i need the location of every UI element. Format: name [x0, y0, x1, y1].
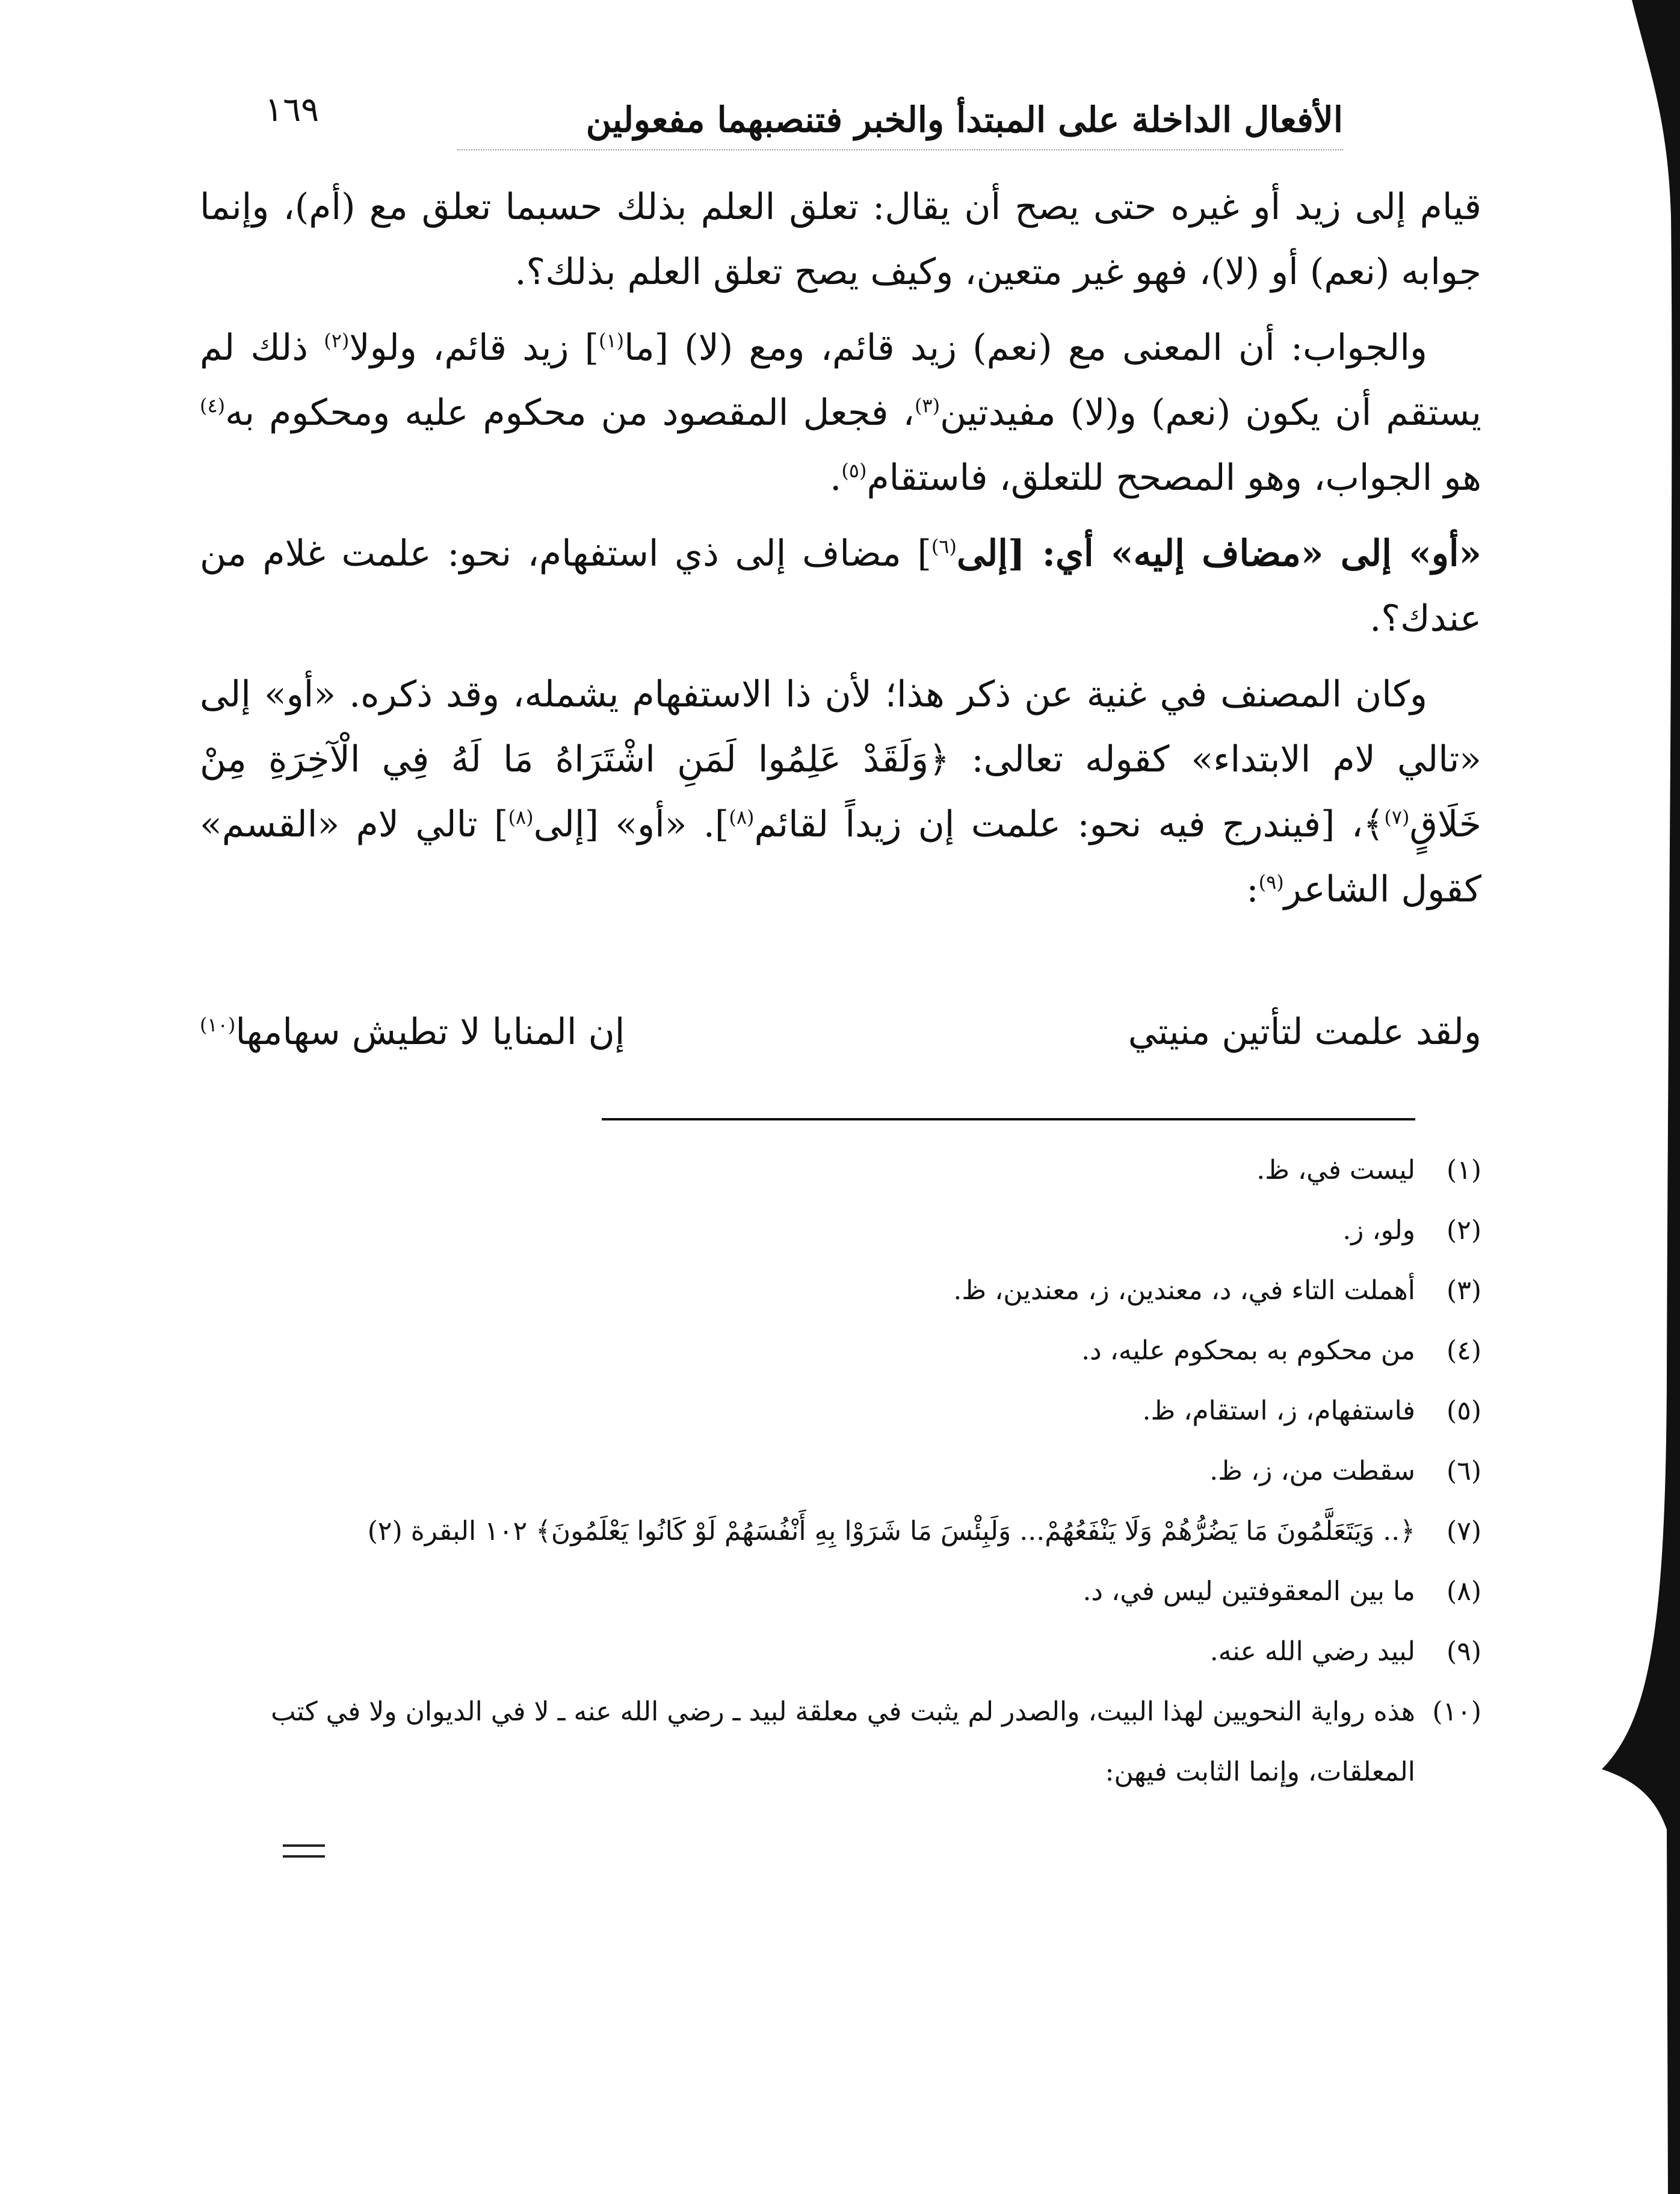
paragraph-text: ذلك لم يستقم أن يكون (نعم) و(لا) مفيدتين: [200, 327, 1482, 434]
footnote-number: (٤): [1447, 1335, 1481, 1366]
footnote-item: [200, 1622, 1481, 1682]
footnotes: [200, 1140, 1481, 1802]
footnote-ref-2[interactable]: (٢): [324, 329, 350, 352]
footnote-ref-8b[interactable]: (٨): [508, 806, 534, 829]
paragraph-text: وكان المصنف في غنية عن ذكر هذا؛ لأن ذا الاستفهام يشمله، وقد ذكره. «أو» إلى «تالي لام الابتداء» كقوله تعالى: ﴿وَلَقَدْ عَلِمُوا لَمَنِ اشْتَرَاهُ مَا لَهُ فِي الْآخِرَةِ مِنْ خَلَاقٍ: [200, 673, 1481, 845]
footnote-text: ليست في، ظ.: [1256, 1155, 1415, 1185]
paragraph-text: هو الجواب، وهو المصحح للتعلق، فاستقام: [866, 457, 1481, 499]
verse-text: إن المنايا لا تطيش سهامها: [235, 1011, 625, 1053]
paragraph-text: قيام إلى زيد أو غيره حتى يصح أن يقال: تعلق العلم بذلك حسبما تعلق مع (أم)، وإنما جوابه (نعم) أو (لا)، فهو غير متعين، وكيف يصح تعلق العلم بذلك؟.: [200, 186, 1481, 293]
footnote-ref-5[interactable]: (٥): [841, 459, 867, 482]
footnote-item: [200, 1201, 1481, 1261]
footnote-number: (١٠): [1432, 1696, 1481, 1727]
footnote-text: فاستفهام، ز، استقام، ظ.: [1142, 1395, 1415, 1426]
paragraph-2: [200, 315, 1481, 510]
footnote-item: [200, 1261, 1481, 1321]
footnote-text: ما بين المعقوفتين ليس في، د.: [1082, 1576, 1415, 1607]
footnote-number: (٨): [1447, 1576, 1481, 1607]
footnote-text: ﴿.. وَيَتَعَلَّمُونَ مَا يَضُرُّهُمْ وَلَا يَنْفَعُهُمْ... وَلَبِئْسَ مَا شَرَوْا بِهِ أَنْفُسَهُمْ لَوْ كَانُوا يَعْلَمُونَ﴾ ١٠٢ البقرة (٢): [367, 1516, 1415, 1547]
footnote-item: [200, 1501, 1481, 1562]
footnote-text: لبيد رضي الله عنه.: [1209, 1636, 1415, 1667]
footnote-text: سقطت من، ز، ظ.: [1209, 1456, 1415, 1486]
footnote-text: أهملت التاء في، د، معندين، ز، معندين، ظ.: [953, 1275, 1415, 1306]
footnote-number: (٦): [1447, 1456, 1481, 1486]
footnote-item: [200, 1140, 1481, 1201]
footnote-item: [200, 1682, 1481, 1802]
paragraph-text: والجواب: أن المعنى مع (نعم) زيد قائم، ومع (لا) [ما: [624, 327, 1427, 369]
footnote-number: (٣): [1447, 1275, 1481, 1306]
footnote-item: [200, 1381, 1481, 1441]
footnote-ref-1[interactable]: (١): [599, 329, 625, 352]
poetry-verse: [200, 1011, 1481, 1053]
page-number: ١٦٩: [265, 90, 320, 129]
footnote-ref-7[interactable]: (٧): [1384, 806, 1410, 829]
paragraph-text: ] زيد قائم، ولولا: [349, 327, 599, 369]
footnote-number: (١): [1447, 1155, 1481, 1185]
footnote-text: من محكوم به بمحكوم عليه، د.: [1081, 1335, 1415, 1366]
paragraph-3: [200, 521, 1481, 651]
footnote-item: [200, 1441, 1481, 1501]
end-mark: [283, 1844, 325, 1858]
footnote-number: (٥): [1447, 1395, 1481, 1426]
paragraph-1: [200, 175, 1481, 304]
paragraph-text: :: [1246, 868, 1259, 910]
verse-first-hemistich: ولقد علمت لتأتين منيتي: [1128, 1011, 1481, 1053]
paragraph-text: ﴾، [فيندرج فيه نحو: علمت إن زيداً لقائم: [754, 803, 1385, 845]
footnote-text: ولو، ز.: [1342, 1215, 1415, 1246]
footnote-ref-4[interactable]: (٤): [200, 394, 226, 417]
footnote-number: (٢): [1447, 1215, 1481, 1246]
paragraph-text: ] تالي لام «القسم» كقول الشاعر: [200, 803, 1481, 910]
paragraph-text: ]. «أو» [إلى: [533, 803, 729, 845]
footnote-ref-3[interactable]: (٣): [914, 394, 940, 417]
verse-second-hemistich: [200, 1011, 801, 1053]
paragraph-text: ] مضاف إلى ذي استفهام، نحو: علمت غلام من عندك؟.: [200, 533, 1481, 640]
footnote-ref-6[interactable]: (٦): [931, 535, 957, 558]
header-rule: [457, 149, 1343, 150]
footnote-separator: [602, 1118, 1415, 1120]
footnote-item: [200, 1321, 1481, 1381]
body-text: [200, 175, 1481, 933]
paragraph-4: [200, 662, 1481, 922]
footnote-ref-8[interactable]: (٨): [729, 806, 755, 829]
paragraph-text: .: [830, 457, 842, 499]
paragraph-text: «أو» إلى «مضاف إليه» أي: [إلى: [957, 533, 1481, 575]
running-header: الأفعال الداخلة على المبتدأ والخبر فتنصبهما مفعولين: [585, 99, 1343, 140]
paragraph-text: ، فجعل المقصود من محكوم عليه ومحكوم به: [225, 392, 915, 434]
footnote-item: [200, 1562, 1481, 1622]
footnote-ref-10[interactable]: (١٠): [200, 1013, 236, 1036]
footnote-number: (٩): [1447, 1636, 1481, 1667]
footnote-number: (٧): [1447, 1516, 1481, 1547]
scan-shadow-edge: [1560, 0, 1680, 2194]
footnote-ref-9[interactable]: (٩): [1258, 871, 1284, 894]
footnote-text: هذه رواية النحويين لهذا البيت، والصدر لم يثبت في معلقة لبيد ـ رضي الله عنه ـ لا في الديوان ولا في كتب المعلقات، وإنما الثابت فيهن:: [271, 1696, 1415, 1787]
